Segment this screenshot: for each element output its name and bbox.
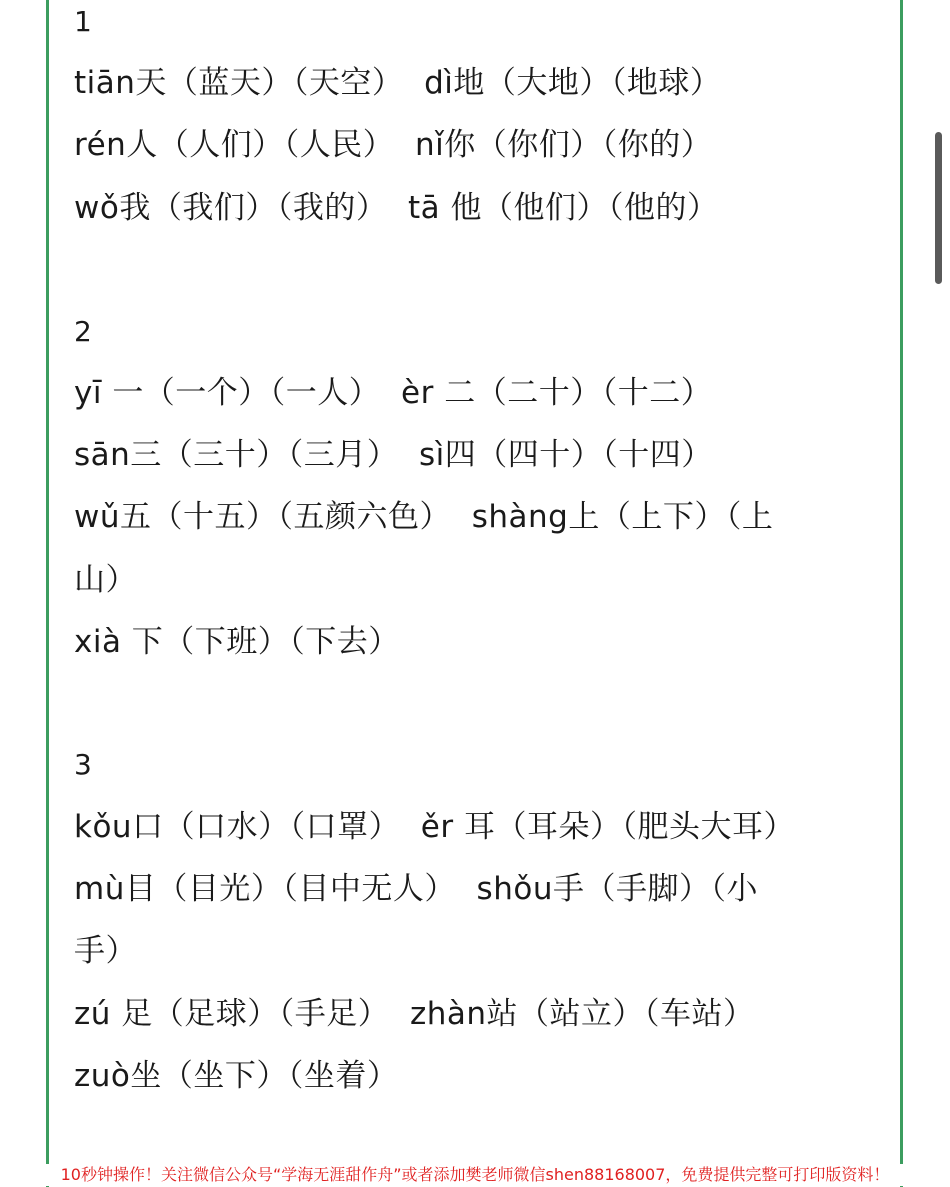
word-line: kǒu口（口水）（口罩） ěr 耳（耳朵）（肥头大耳） <box>74 809 795 845</box>
word-line: yī 一（一个）（一人） èr 二（二十）（十二） <box>74 375 713 411</box>
word-line: 手） <box>74 933 137 969</box>
footer-notice: 10秒钟操作！关注微信公众号“学海无涯甜作舟”或者添加樊老师微信shen88168007，免费提供完整可打印版资料！ <box>0 1164 950 1186</box>
word-line: sān三（三十）（三月） sì四（四十）（十四） <box>74 437 713 473</box>
word-line: zuò坐（坐下）（坐着） <box>74 1058 399 1094</box>
word-line: tiān天（蓝天）（天空） dì地（大地）（地球） <box>74 65 722 101</box>
page-border-right <box>900 0 903 1187</box>
section-1-heading: 1 <box>74 5 93 38</box>
word-line: wǔ五（十五）（五颜六色） shàng上（上下）（上 <box>74 499 774 535</box>
word-line: 山） <box>74 562 137 598</box>
word-line: wǒ我（我们）（我的） tā 他（他们）（他的） <box>74 190 719 226</box>
word-line: xià 下（下班）（下去） <box>74 624 400 660</box>
word-line: mù目（目光）（目中无人） shǒu手（手脚）（小 <box>74 871 758 907</box>
section-2-heading: 2 <box>74 315 93 348</box>
scrollbar-thumb[interactable] <box>935 132 942 284</box>
word-line: zú 足（足球）（手足） zhàn站（站立）（车站） <box>74 996 755 1032</box>
word-line: rén人（人们）（人民） nǐ你（你们）（你的） <box>74 127 713 163</box>
page-border-left <box>46 0 49 1187</box>
section-3-heading: 3 <box>74 748 93 781</box>
